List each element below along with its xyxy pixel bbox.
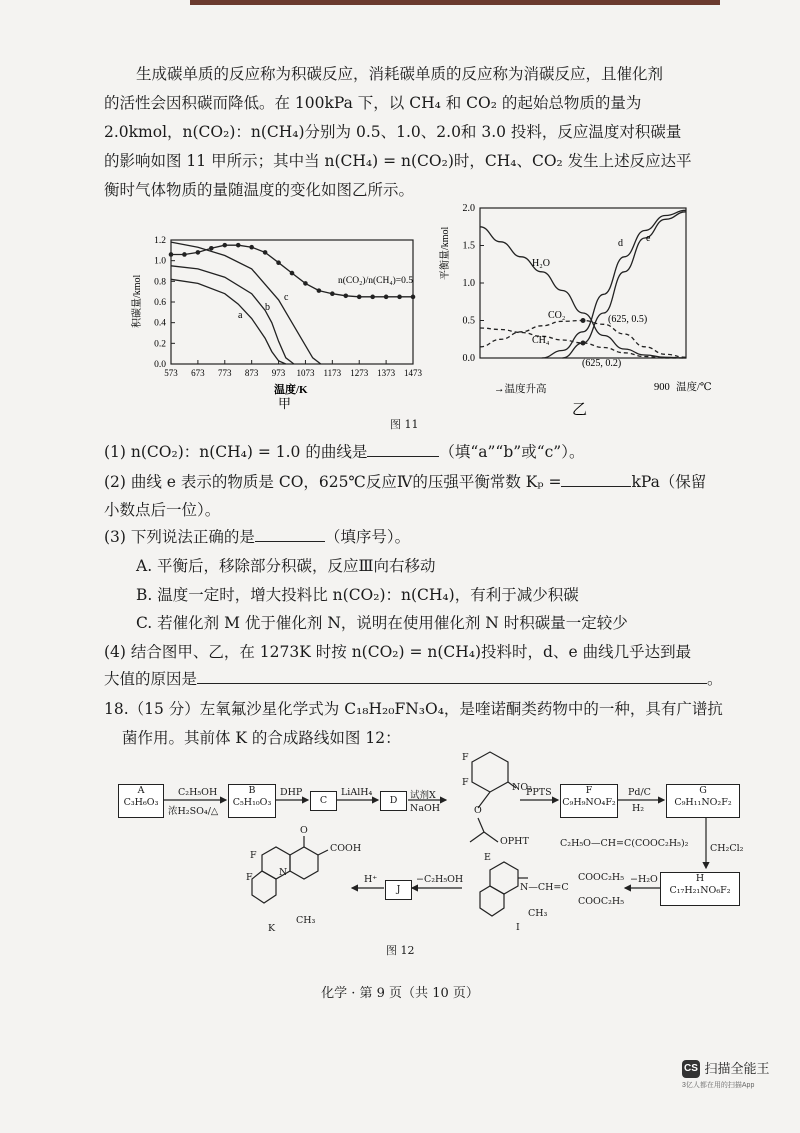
q4-answer-blank[interactable] [197, 669, 707, 684]
yi-curve-e [562, 212, 686, 358]
reagent-10: H⁺ [364, 874, 378, 885]
jia-xtick-label: 1373 [377, 368, 396, 378]
label-e: e [646, 233, 651, 244]
intro-line-3: 2.0kmol，n(CO₂)：n(CH₄)分别为 0.5、1.0、2.0和 3.0 投料，反应温度对积碳量 [104, 123, 682, 141]
yi-curve-d [542, 210, 686, 358]
compound-H-box [660, 872, 740, 906]
camscanner-name: 扫描全能王 [704, 1061, 770, 1076]
curve-c-label: c [284, 292, 289, 303]
reagent-3: LiAlH₄ [341, 787, 373, 798]
yi-ytick-label: 0.0 [462, 353, 475, 364]
compound-J-box [385, 880, 412, 900]
jia-ytick-label: 1.0 [154, 256, 166, 267]
compound-I-name: I [516, 922, 520, 933]
compound-I-ester-2: COOC₂H₅ [578, 896, 625, 907]
yi-ytick-label: 1.0 [462, 278, 475, 289]
jia-ratio-point [263, 250, 268, 255]
intro-line-1: 生成碳单质的反应称为积碳反应，消耗碳单质的反应称为消碳反应，且催化剂 [136, 65, 664, 83]
jia-ratio-point [411, 295, 416, 300]
chart-jia-annotation: n(CO₂)/n(CH₄)=0.5 [338, 276, 414, 286]
jia-ratio-point [343, 294, 348, 299]
chart-yi-xlabel: 温度/℃ [676, 382, 712, 393]
q2-answer-blank[interactable] [561, 472, 631, 487]
compound-K-F1: F [250, 850, 257, 861]
yi-curve-CO₂ [480, 321, 686, 358]
top-edge-stripe [190, 0, 720, 5]
jia-ytick-label: 0.4 [154, 318, 166, 329]
compound-B-box [228, 784, 276, 818]
compound-G-name: G [699, 785, 707, 796]
jia-xtick-label: 873 [244, 368, 259, 378]
reagent-2: DHP [280, 787, 303, 798]
point-625-02-label: (625, 0.2) [582, 358, 622, 369]
compound-A-formula: C₃H₆O₃ [123, 797, 159, 808]
compound-K-N: N [279, 867, 288, 878]
camscanner-tagline: 3亿人都在用的扫描App [682, 1082, 755, 1089]
compound-A-name: A [137, 785, 145, 796]
malonate-reagent: C₂H₅O—CH=C(COOC₂H₅)₂ [560, 838, 689, 849]
compound-D-name: D [389, 795, 398, 806]
chart-yi [432, 200, 712, 420]
fig12-caption: 图 12 [386, 944, 415, 957]
compound-K-name: K [268, 923, 276, 934]
reagent-4-bottom: NaOH [410, 803, 441, 814]
reagent-5: PPTS [526, 787, 552, 798]
q3-text: (3) 下列说法正确的是 [104, 528, 255, 546]
compound-K-F2: F [246, 872, 253, 883]
scheme-arrows [0, 740, 800, 960]
q3 [104, 525, 410, 547]
chart-jia [118, 228, 430, 410]
yi-point-625-02 [581, 341, 586, 346]
compound-E-name: E [484, 852, 491, 863]
q18-line-2: 菌作用。其前体 K 的合成路线如图 12： [122, 729, 401, 747]
jia-xtick-label: 773 [218, 368, 232, 378]
jia-xtick-label: 1073 [296, 368, 315, 378]
q4-text: 大值的原因是 [104, 670, 198, 688]
jia-ratio-point [209, 246, 214, 251]
jia-ratio-point [384, 295, 389, 300]
q3-hint: （填序号）。 [324, 528, 411, 546]
q4: (4) 结合图甲、乙，在 1273K 时按 n(CO₂) = n(CH₄)投料时，d、e 曲线几乎达到最 [104, 643, 692, 661]
compound-I-CH3: CH₃ [528, 908, 548, 919]
reagent-9: −C₂H₅OH [416, 874, 464, 885]
camscanner-logo: CS [682, 1060, 700, 1078]
reagent-8: −H₂O [630, 874, 658, 885]
jia-ratio-point [303, 281, 308, 286]
q1 [104, 440, 584, 462]
chart-jia-title: 甲 [278, 396, 292, 411]
compound-G-box [666, 784, 740, 818]
jia-ratio-point [357, 295, 362, 300]
compound-C-name: C [319, 795, 328, 806]
chart-yi-xtick: 900 [654, 382, 670, 393]
jia-curve-a [171, 279, 286, 364]
compound-F-formula: C₉H₉NO₄F₂ [562, 797, 616, 808]
reagent-1-bottom: 浓H₂SO₄/△ [168, 806, 219, 817]
jia-ytick-label: 0.6 [154, 298, 166, 308]
intro-line-5: 衡时气体物质的量随温度的变化如图乙所示。 [104, 181, 415, 199]
compound-H-formula: C₁₇H₂₁NO₆F₂ [669, 885, 731, 896]
compound-E-OPHT: OPHT [500, 836, 529, 847]
jia-xtick-label: 1173 [323, 368, 342, 378]
yi-ytick-label: 2.0 [462, 203, 475, 214]
jia-ratio-point [249, 245, 254, 250]
jia-ratio-point [236, 243, 241, 248]
reagent-4-top: 试剂X [410, 790, 436, 801]
q2-unit: kPa（保留 [631, 473, 707, 491]
q18-line-1: 18.（15 分）左氧氟沙星化学式为 C₁₈H₂₀FN₃O₄，是喹诺酮类药物中的一种，具有广谱抗 [104, 700, 723, 718]
jia-ratio-point [290, 271, 295, 276]
jia-ratio-point [330, 291, 335, 296]
jia-curve-c [171, 242, 321, 364]
compound-H-name: H [695, 873, 705, 884]
yi-ytick-label: 0.5 [462, 315, 475, 327]
q1-hint: （填“a”“b”或“c”）。 [439, 443, 585, 461]
chart-yi-xleft: →温度升高 [494, 384, 547, 395]
compound-K-CH3: CH₃ [296, 915, 316, 926]
compound-D-box [380, 791, 407, 811]
point-625-05-label: (625, 0.5) [608, 314, 648, 325]
q3-answer-blank[interactable] [255, 527, 325, 542]
page-footer: 化学 · 第 9 页（共 10 页） [321, 986, 479, 1001]
jia-ytick-label: 0.2 [154, 339, 166, 350]
chart-jia-xlabel: 温度/K [274, 384, 308, 396]
compound-G-formula: C₉H₁₁NO₂F₂ [674, 797, 732, 808]
compound-E-O: O [474, 805, 482, 816]
chart-jia-ylabel: 积碳量/kmol [132, 274, 143, 328]
intro-line-2: 的活性会因积碳而降低。在 100kPa 下，以 CH₄ 和 CO₂ 的起始总物质的量为 [104, 94, 642, 112]
reagent-6-bottom: H₂ [632, 803, 645, 814]
compound-F-box [560, 784, 618, 818]
reagent-7: CH₂Cl₂ [710, 843, 744, 854]
jia-xtick-label: 1273 [350, 368, 369, 378]
compound-I-chain: N—CH=C [520, 882, 569, 893]
jia-xtick-label: 973 [271, 368, 286, 378]
intro-line-4: 的影响如图 11 甲所示；其中当 n(CH₄) = n(CO₂)时，CH₄、CO₂ 发生上述反应达平 [104, 152, 692, 170]
q4-end: 。 [707, 670, 723, 688]
compound-I-ester-1: COOC₂H₅ [578, 872, 625, 883]
compound-E-F2: F [462, 777, 469, 788]
q3-option-a: A. 平衡后，移除部分积碳，反应Ⅲ向右移动 [136, 557, 436, 575]
reagent-6-top: Pd/C [628, 787, 651, 798]
compound-K-O: O [300, 825, 308, 836]
jia-ytick-label: 1.2 [154, 236, 166, 246]
compound-K-COOH: COOH [330, 843, 362, 854]
compound-C-box [310, 791, 337, 811]
compound-F-name: F [585, 785, 593, 796]
jia-ratio-point [276, 260, 281, 265]
jia-ratio-point [370, 295, 375, 300]
curve-a-label: a [238, 310, 243, 321]
chart-yi-ylabel: 平衡量/kmol [440, 226, 451, 280]
compound-E-F1: F [462, 752, 469, 763]
label-d: d [618, 238, 623, 249]
jia-ratio-point [196, 250, 201, 255]
yi-point-625-05 [581, 318, 586, 323]
q1-text: (1) n(CO₂)：n(CH₄) = 1.0 的曲线是 [104, 443, 368, 461]
q4-cont [104, 667, 723, 689]
compound-B-formula: C₅H₁₀O₃ [232, 797, 272, 808]
jia-xtick-label: 573 [164, 368, 178, 378]
reagent-1-top: C₂H₅OH [178, 787, 218, 798]
jia-ytick-label: 0.8 [154, 277, 166, 288]
compound-B-name: B [248, 785, 256, 796]
jia-ratio-point [222, 243, 227, 248]
chart-yi-title: 乙 [572, 402, 588, 418]
jia-ratio-point [317, 288, 322, 293]
jia-ratio-point [182, 252, 187, 257]
label-co2: CO₂ [548, 310, 566, 321]
camscanner-watermark [682, 1058, 769, 1090]
curve-b-label: b [265, 302, 270, 313]
q2-cont: 小数点后一位）。 [104, 501, 221, 519]
jia-ratio-point [169, 252, 174, 257]
jia-ytick-label: 0.0 [154, 360, 166, 370]
q1-answer-blank[interactable] [367, 442, 439, 457]
compound-J-name: J [396, 884, 401, 895]
jia-xtick-label: 673 [191, 368, 205, 378]
jia-curve-b [171, 266, 294, 364]
q3-option-c: C. 若催化剂 M 优于催化剂 N，说明在使用催化剂 N 时积碳量一定较少 [136, 614, 628, 632]
jia-ratio-point [397, 295, 402, 300]
jia-xtick-label: 1473 [404, 368, 422, 378]
label-h2o: H₂O [532, 258, 550, 269]
q2 [104, 470, 706, 492]
label-ch4: CH₄ [532, 335, 550, 346]
compound-A-box [118, 784, 164, 818]
yi-ytick-label: 1.5 [462, 240, 475, 252]
compound-E-NO2: NO₂ [512, 782, 532, 793]
fig11-caption: 图 11 [390, 418, 419, 431]
yi-curve-H₂O [480, 227, 686, 358]
q2-text: (2) 曲线 e 表示的物质是 CO，625℃反应Ⅳ的压强平衡常数 Kₚ = [104, 473, 562, 491]
q3-option-b: B. 温度一定时，增大投料比 n(CO₂)：n(CH₄)，有利于减少积碳 [136, 586, 579, 604]
